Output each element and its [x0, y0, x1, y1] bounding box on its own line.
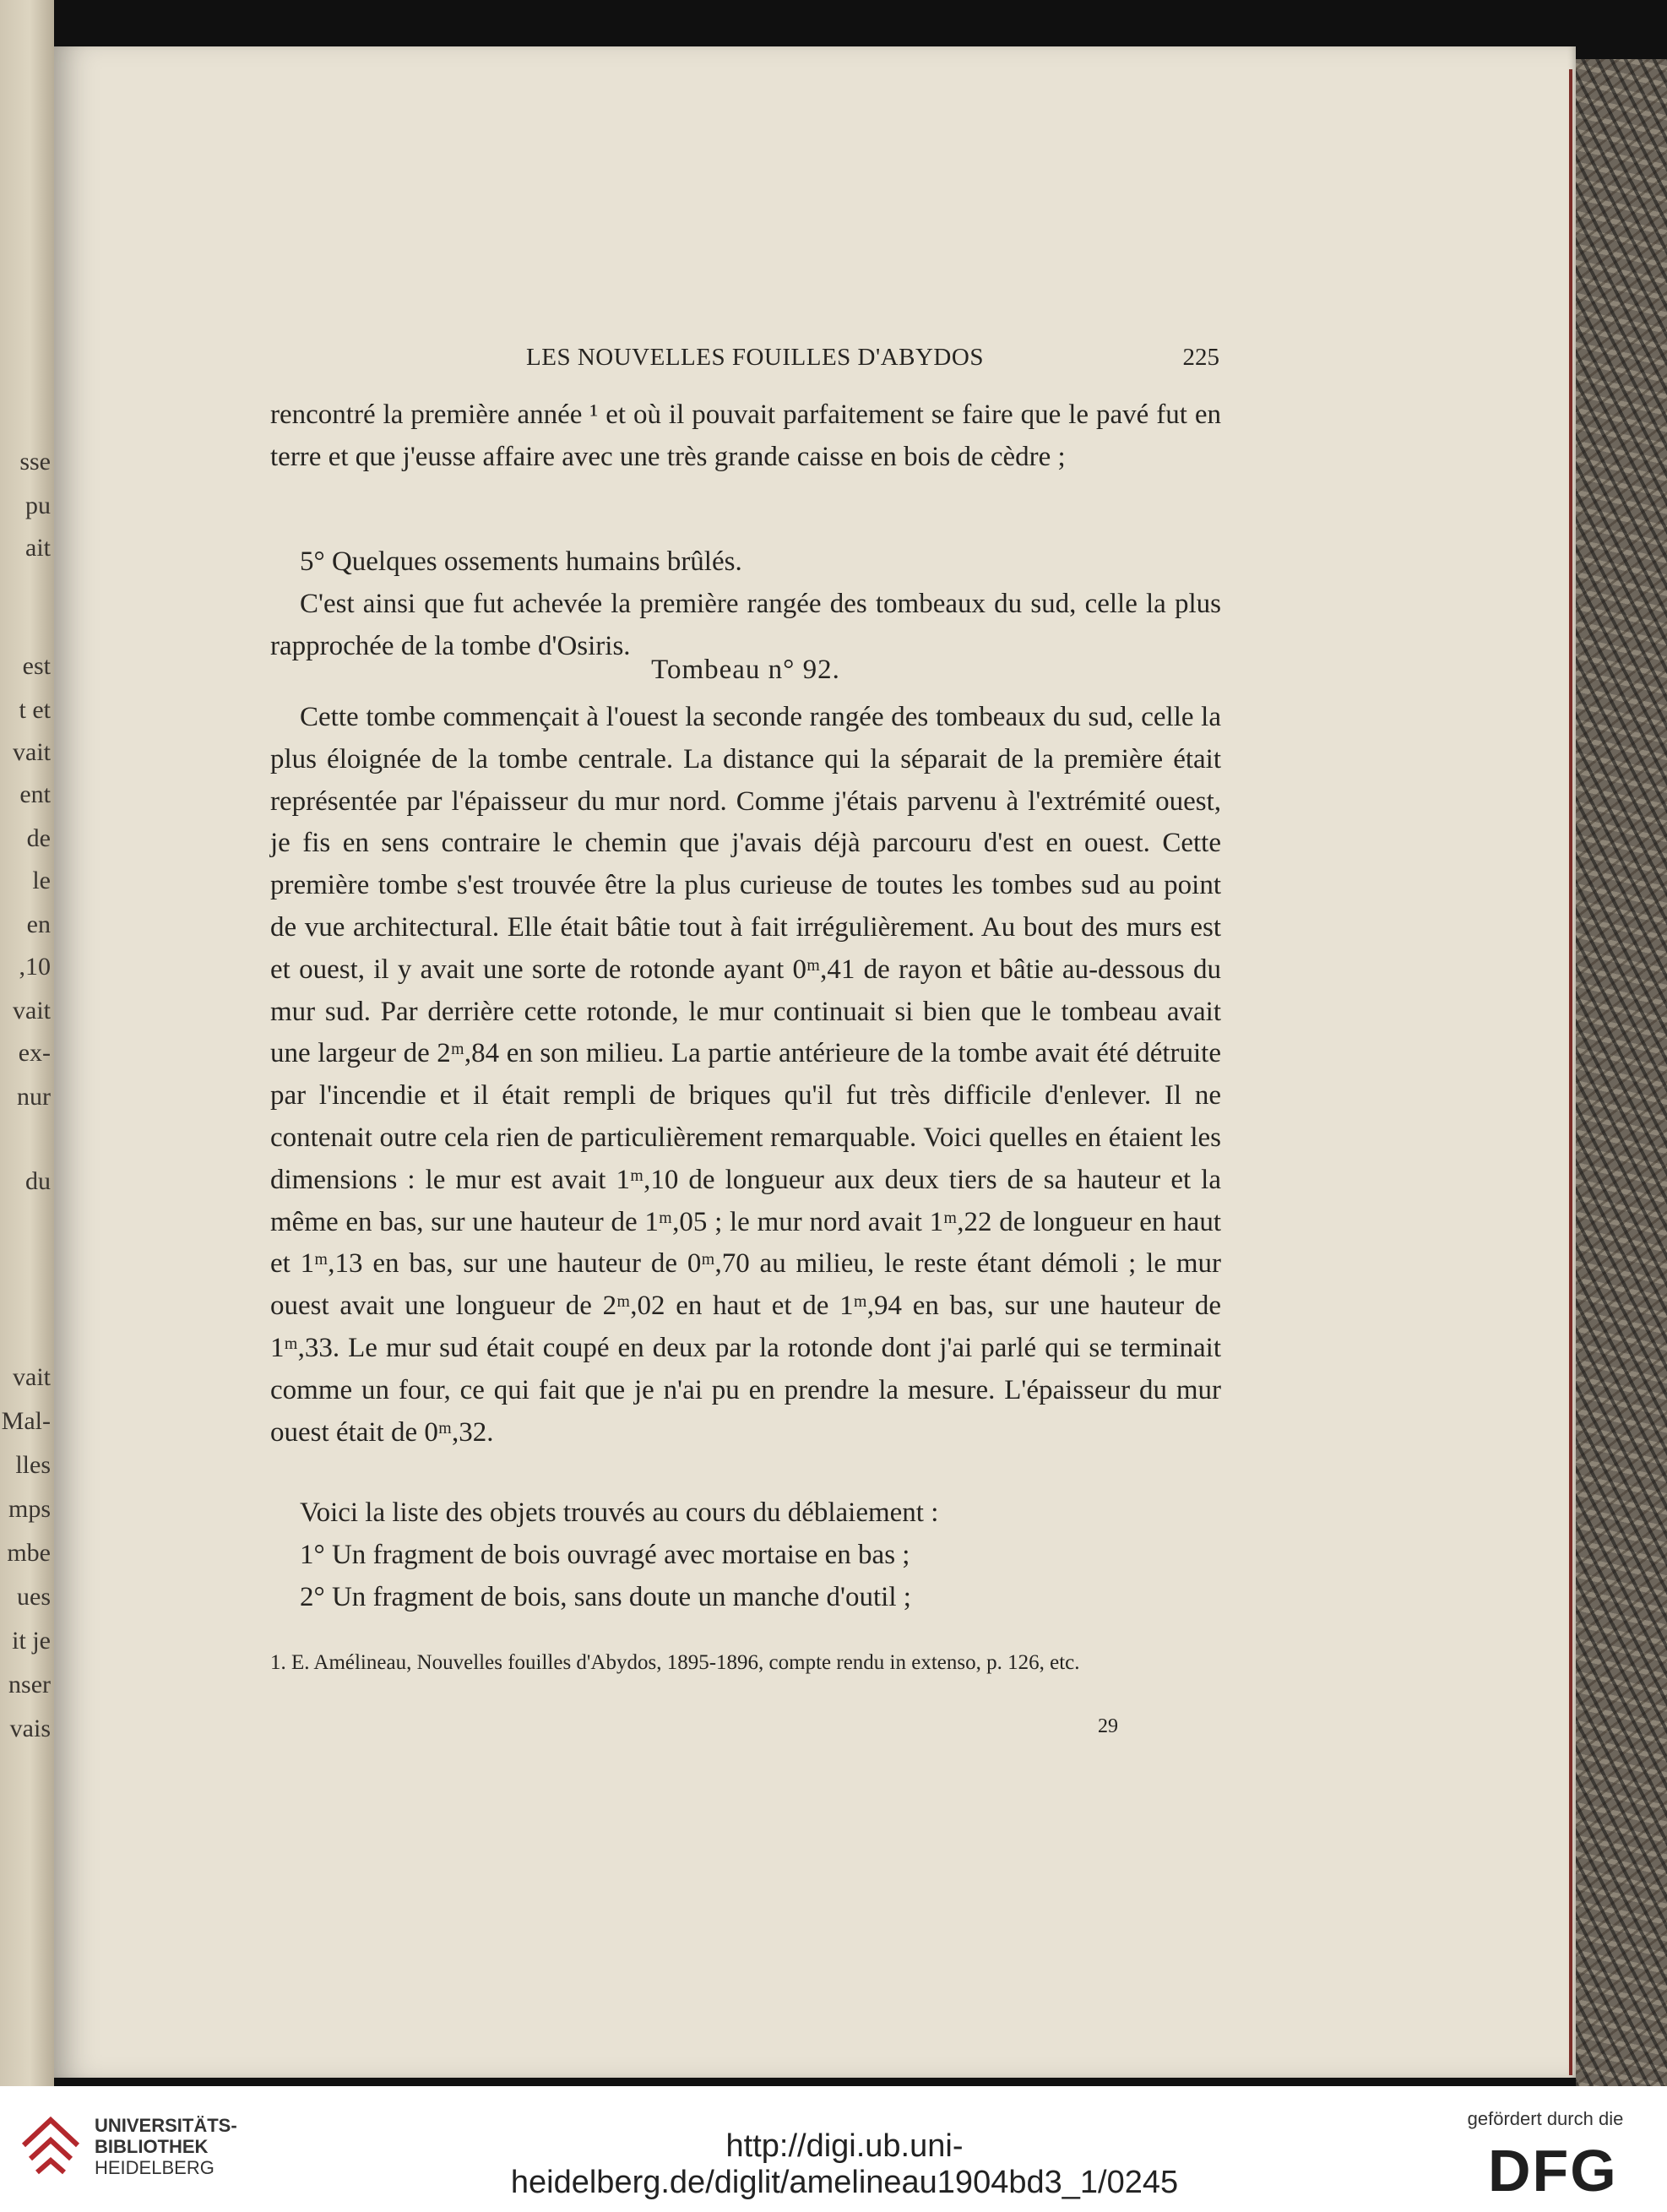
- running-head: LES NOUVELLES FOUILLES D'ABYDOS: [526, 344, 984, 371]
- library-name-line: BIBLIOTHEK: [95, 2136, 209, 2157]
- dfg-logo: DFG: [1488, 2138, 1618, 2204]
- facing-page-text: Mal-: [1, 1407, 51, 1435]
- library-name-line: UNIVERSITÄTS-: [95, 2115, 237, 2136]
- book-page: [54, 46, 1576, 2078]
- facing-page-text: ent: [19, 780, 51, 808]
- facing-page-text: en: [26, 910, 51, 938]
- facing-page-edge: [0, 0, 54, 2086]
- page-number: 225: [1182, 344, 1219, 371]
- facing-page-text: vais: [9, 1715, 51, 1742]
- facing-page-text: it je: [12, 1627, 51, 1655]
- paragraph-description: Cette tombe commençait à l'ouest la seconde rangée des tombeaux du sud, celle la plus éloignée de la tombe centrale. La distance qui la séparait de la première était représentée par l'épaisseur du mur nord. Comme j'étais parvenu à l'extrémité ouest, je fis en sens contraire le chemin que j'avais déjà parcouru d'est en ouest. Cette première tombe s'est trouvée être la plus curieuse de toutes les tombes sud au point de vue architectural. Elle était bâtie tout à fait irrégulièrement. Au bout des murs est et ouest, il y avait une sorte de rotonde ayant 0ᵐ,41 de rayon et bâtie au-dessous du mur sud. Par derrière cette rotonde, le mur continuait si bien que le tombeau avait une largeur de 2ᵐ,84 en son milieu. La partie antérieure de la tombe avait été détruite par l'incendie et il était rempli de briques qu'il fut très difficile d'enlever. Il ne contenait outre cela rien de particulièrement remarquable. Voici quelles en étaient les dimensions : le mur est avait 1ᵐ,10 de longueur aux deux tiers de sa hauteur et la même en bas, sur une hauteur de 1ᵐ,05 ; le mur nord avait 1ᵐ,22 de longueur en haut et 1ᵐ,13 en bas, sur une hauteur de 0ᵐ,70 au milieu, le reste étant démoli ; le mur ouest avait une longueur de 2ᵐ,02 en haut et de 1ᵐ,94 en bas, sur une hauteur de 1ᵐ,33. Le mur sud était coupé en deux par la rotonde dont j'ai parlé qui se terminait comme un four, ce qui fait que je n'ai pu en prendre la mesure. L'épaisseur du mur ouest était de 0ᵐ,32.: [270, 702, 1221, 1448]
- paragraph-list-intro: Voici la liste des objets trouvés au cours du déblaiement :: [300, 1497, 939, 1528]
- library-name-line: HEIDELBERG: [95, 2157, 214, 2178]
- paragraph-closing: C'est ainsi que fut achevée la première rangée des tombeaux du sud, celle la plus rapprochée de la tombe d'Osiris.: [270, 589, 1221, 661]
- facing-page-text: le: [32, 867, 51, 894]
- facing-page-text: nser: [8, 1671, 51, 1698]
- document-url[interactable]: http://digi.ub.uni-heidelberg.de/diglit/amelineau1904bd3_1/0245: [510, 2128, 1179, 2200]
- footnote: 1. E. Amélineau, Nouvelles fouilles d'Abydos, 1895-1896, compte rendu in extenso, p. 126, etc.: [270, 1651, 1080, 1674]
- facing-page-text: mps: [8, 1495, 51, 1523]
- facing-page-text: ex-: [18, 1039, 51, 1067]
- facing-page-text: t et: [19, 696, 51, 724]
- section-title: Tombeau n° 92.: [651, 655, 840, 685]
- facing-page-text: pu: [25, 492, 51, 519]
- facing-page-text: est: [22, 652, 51, 680]
- list-item-5: 5° Quelques ossements humains brûlés.: [300, 546, 742, 577]
- facing-page-text: du: [25, 1167, 51, 1195]
- footer-bar: [0, 2086, 1667, 2212]
- university-library-logo-icon: [19, 2111, 83, 2176]
- signature-mark: 29: [1098, 1715, 1118, 1737]
- facing-page-text: vait: [13, 997, 51, 1024]
- list-item-2: 2° Un fragment de bois, sans doute un manche d'outil ;: [300, 1582, 911, 1612]
- list-item-1: 1° Un fragment de bois ouvragé avec mortaise en bas ;: [300, 1540, 910, 1570]
- facing-page-text: de: [26, 824, 51, 852]
- facing-page-text: sse: [19, 448, 51, 476]
- page-content: [54, 46, 1576, 2078]
- marbled-edge: [1576, 59, 1667, 2086]
- facing-page-text: nur: [17, 1083, 51, 1111]
- paragraph-continuation: rencontré la première année ¹ et où il pouvait parfaitement se faire que le pavé fut en terre et que j'eusse affaire avec une très grande caisse en bois de cèdre ;: [270, 399, 1221, 472]
- facing-page-text: mbe: [7, 1539, 51, 1567]
- page-edge-rule: [1569, 69, 1572, 2075]
- funded-by-label: gefördert durch die: [1467, 2108, 1624, 2129]
- facing-page-text: ,10: [19, 953, 51, 981]
- facing-page-text: lles: [15, 1451, 51, 1479]
- facing-page-text: ait: [25, 534, 51, 562]
- facing-page-text: vait: [13, 1363, 51, 1391]
- library-name: [95, 2115, 263, 2178]
- facing-page-text: ues: [17, 1583, 51, 1611]
- facing-page-text: vait: [13, 738, 51, 766]
